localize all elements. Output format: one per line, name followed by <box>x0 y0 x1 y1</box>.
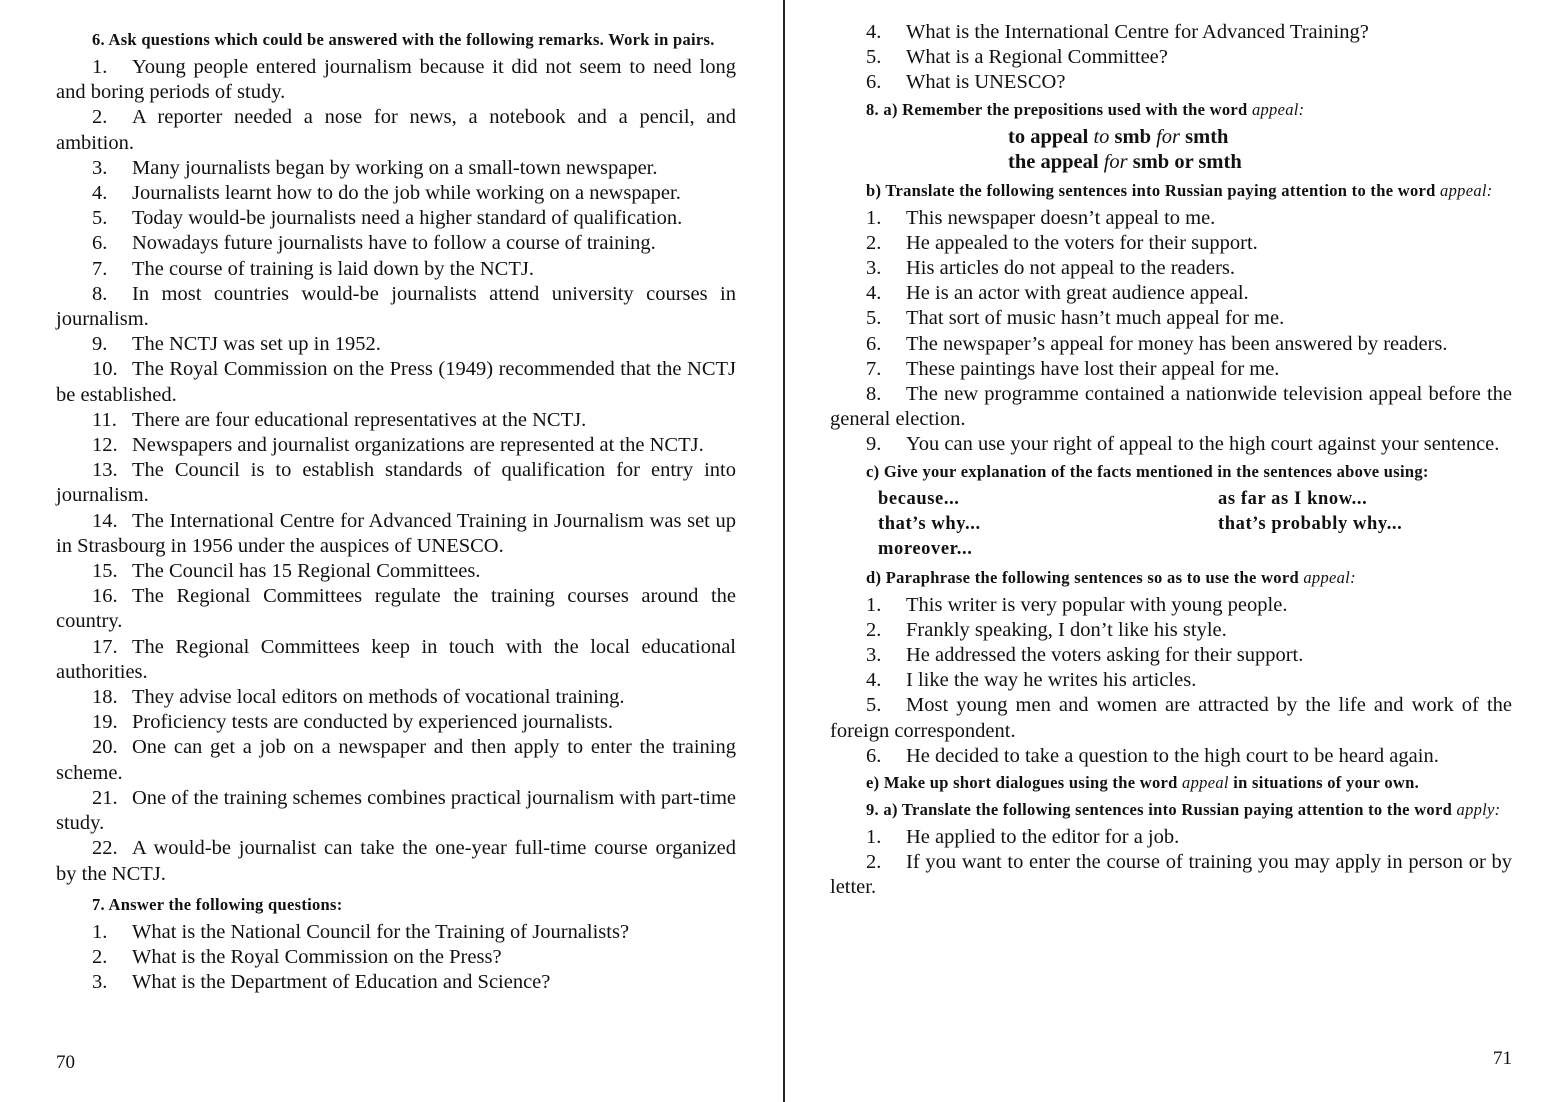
item-text: A reporter needed a nose for news, a notebook and a pencil, and ambition. <box>56 106 736 154</box>
item-text: The International Centre for Advanced Training in Journalism was set up in Strasbourg in 1956 under the auspices of UNESCO. <box>56 509 736 557</box>
list-item <box>830 45 1512 70</box>
item-number: 5. <box>92 207 108 230</box>
exercise-6-heading: 6. Ask questions which could be answered with the following remarks. Work in pairs. <box>92 30 715 49</box>
list-item <box>830 70 1512 95</box>
exercise-9a-heading <box>830 798 1512 822</box>
pattern-line-1 <box>1008 125 1512 150</box>
item-text: Proficiency tests are conducted by experienced journalists. <box>132 711 614 734</box>
item-text: One of the training schemes combines practical journalism with part-time study. <box>56 786 736 835</box>
item-text: The Regional Committees regulate the training courses around the country. <box>56 585 736 633</box>
phrase-thats-why: that’s why... <box>878 513 981 534</box>
item-number: 4. <box>866 669 882 692</box>
list-item <box>830 432 1512 457</box>
item-number: 7. <box>866 357 882 380</box>
exercise-8c-heading: c) Give your explanation of the facts mentioned in the sentences above using: <box>866 461 1429 481</box>
page-number-right: 71 <box>1493 1048 1512 1069</box>
pattern-2-part-c: smb or smth <box>1127 150 1242 173</box>
item-text: Journalists learnt how to do the job while working on a newspaper. <box>132 182 681 205</box>
item-number: 8. <box>92 282 108 305</box>
left-page-text <box>56 26 736 995</box>
exercise-8b-list <box>830 206 1512 458</box>
phrase-because: because... <box>878 488 960 509</box>
list-item <box>56 231 736 256</box>
item-number: 6. <box>866 744 882 767</box>
exercise-7-continued-list <box>830 20 1512 96</box>
list-item <box>56 584 736 634</box>
list-item <box>56 433 736 458</box>
item-number: 19. <box>92 711 118 734</box>
list-item <box>830 382 1512 432</box>
list-item <box>56 55 736 105</box>
item-number: 6. <box>92 232 108 255</box>
item-number: 20. <box>92 736 118 759</box>
exercise-8a-heading-text: 8. a) Remember the prepositions used with the word <box>866 99 1252 119</box>
right-page-text <box>830 20 1512 901</box>
phrase-moreover: moreover... <box>878 538 973 559</box>
exercise-8d-list <box>830 593 1512 769</box>
exercise-7-list <box>56 920 736 996</box>
item-number: 2. <box>866 618 882 641</box>
phrase-as-far-as-i-know: as far as I know... <box>1218 488 1368 509</box>
item-number: 6. <box>866 332 882 355</box>
exercise-8a-heading-word: appeal: <box>1251 99 1305 119</box>
item-text: This newspaper doesn’t appeal to me. <box>906 206 1216 229</box>
item-text: The Royal Commission on the Press (1949) recommended that the NCTJ be established. <box>56 358 736 406</box>
exercise-8d-heading-text: d) Paraphrase the following sentences so as to use the word <box>866 567 1304 587</box>
item-text: There are four educational representatives at the NCTJ. <box>132 408 587 431</box>
item-number: 9. <box>866 433 882 456</box>
item-text: One can get a job on a newspaper and then apply to enter the training scheme. <box>56 736 736 784</box>
item-text: He is an actor with great audience appeal. <box>906 282 1249 305</box>
list-item <box>56 735 736 785</box>
item-text: What is the Royal Commission on the Press? <box>132 945 502 968</box>
item-number: 11. <box>92 408 117 431</box>
item-text: That sort of music hasn’t much appeal for me. <box>906 307 1285 330</box>
item-text: Most young men and women are attracted by the life and work of the foreign correspondent. <box>830 694 1512 742</box>
pattern-2-part-a: the appeal <box>1008 150 1104 173</box>
list-item <box>830 693 1512 743</box>
item-number: 18. <box>92 686 118 709</box>
item-number: 1. <box>92 920 108 943</box>
book-spine-divider <box>783 0 785 1102</box>
item-text: He appealed to the voters for their support. <box>906 231 1258 254</box>
list-item <box>830 231 1512 256</box>
item-text: He addressed the voters asking for their support. <box>906 644 1304 667</box>
item-text: Nowadays future journalists have to follow a course of training. <box>132 232 656 255</box>
list-item <box>56 710 736 735</box>
item-number: 7. <box>92 257 108 280</box>
item-text: The Regional Committees keep in touch with the local educational authorities. <box>56 635 736 683</box>
item-number: 14. <box>92 509 118 532</box>
list-item <box>56 509 736 559</box>
item-text: This writer is very popular with young people. <box>906 593 1288 616</box>
item-text: What is the International Centre for Advanced Training? <box>906 21 1369 43</box>
item-number: 9. <box>92 333 108 356</box>
item-text: The course of training is laid down by the NCTJ. <box>132 257 534 280</box>
item-number: 10. <box>92 358 118 381</box>
item-text: The newspaper’s appeal for money has been answered by readers. <box>906 332 1448 355</box>
item-number: 3. <box>866 644 882 667</box>
item-number: 5. <box>866 307 882 330</box>
item-text: The NCTJ was set up in 1952. <box>132 333 381 356</box>
preposition-patterns <box>830 125 1512 175</box>
exercise-8e-heading-text: e) Make up short dialogues using the word <box>866 773 1183 793</box>
exercise-8b-heading-text: b) Translate the following sentences into Russian paying attention to the word <box>866 180 1441 200</box>
list-item <box>56 156 736 181</box>
item-number: 17. <box>92 635 118 658</box>
list-item <box>56 786 736 836</box>
phrase-thats-probably-why: that’s probably why... <box>1218 513 1403 534</box>
item-number: 1. <box>866 593 882 616</box>
item-number: 8. <box>866 383 882 406</box>
right-page <box>790 0 1558 1102</box>
page-number-left: 70 <box>56 1052 75 1073</box>
item-text: He decided to take a question to the high court to be heard again. <box>906 744 1439 767</box>
item-text: The new programme contained a nationwide television appeal before the general election. <box>830 383 1512 431</box>
item-number: 2. <box>866 231 882 254</box>
item-number: 2. <box>92 945 108 968</box>
list-item <box>830 20 1512 45</box>
list-item <box>830 643 1512 668</box>
item-number: 1. <box>866 206 882 229</box>
list-item <box>56 206 736 231</box>
list-item <box>830 668 1512 693</box>
list-item <box>830 618 1512 643</box>
item-number: 16. <box>92 585 118 608</box>
item-number: 3. <box>92 971 108 994</box>
list-item <box>56 970 736 995</box>
item-text: What is UNESCO? <box>906 71 1066 94</box>
list-item <box>830 281 1512 306</box>
list-item <box>830 593 1512 618</box>
pattern-1-part-b: to <box>1093 125 1110 148</box>
item-text: The Council has 15 Regional Committees. <box>132 560 481 583</box>
exercise-8b-heading-word: appeal: <box>1440 180 1493 200</box>
item-text: You can use your right of appeal to the high court against your sentence. <box>906 433 1500 456</box>
list-item <box>56 105 736 155</box>
pattern-1-part-e: smth <box>1180 125 1229 148</box>
item-number: 22. <box>92 837 118 860</box>
item-number: 3. <box>92 156 108 179</box>
list-item <box>56 836 736 886</box>
item-number: 2. <box>92 106 108 129</box>
list-item <box>56 635 736 685</box>
list-item <box>56 181 736 206</box>
list-item <box>56 332 736 357</box>
list-item <box>56 458 736 508</box>
item-number: 5. <box>866 694 882 717</box>
pattern-1-part-d: for <box>1156 125 1181 148</box>
item-number: 4. <box>92 182 108 205</box>
item-text: These paintings have lost their appeal for me. <box>906 357 1280 380</box>
list-item <box>56 559 736 584</box>
exercise-8e-heading <box>830 771 1512 795</box>
exercise-8b-heading <box>830 179 1512 203</box>
item-text: What is the National Council for the Training of Journalists? <box>132 920 630 943</box>
item-number: 1. <box>866 826 882 849</box>
item-text: The Council is to establish standards of qualification for entry into journalism. <box>56 459 736 507</box>
list-item <box>56 945 736 970</box>
item-text: He applied to the editor for a job. <box>906 826 1180 849</box>
pattern-1-part-c: smb <box>1109 125 1157 148</box>
item-number: 1. <box>92 56 108 78</box>
list-item <box>56 357 736 407</box>
item-number: 13. <box>92 459 118 482</box>
exercise-6-list <box>56 55 736 887</box>
item-number: 12. <box>92 434 118 457</box>
exercise-8a-heading <box>830 98 1512 122</box>
exercise-8d-heading <box>830 566 1512 590</box>
item-text: Newspapers and journalist organizations are represented at the NCTJ. <box>132 434 704 457</box>
exercise-9a-heading-word: apply: <box>1456 800 1501 820</box>
list-item <box>830 825 1512 850</box>
exercise-9a-heading-text: 9. a) Translate the following sentences into Russian paying attention to the word <box>866 800 1457 820</box>
item-text: His articles do not appeal to the readers. <box>906 257 1236 280</box>
item-number: 2. <box>866 851 882 874</box>
item-number: 21. <box>92 786 118 809</box>
list-item <box>56 282 736 332</box>
item-number: 4. <box>866 282 882 305</box>
item-number: 3. <box>866 257 882 280</box>
item-text: In most countries would-be journalists attend university courses in journalism. <box>56 282 736 331</box>
linking-phrases <box>830 487 1512 562</box>
list-item <box>830 206 1512 231</box>
item-number: 5. <box>866 46 882 69</box>
item-text: What is a Regional Committee? <box>906 46 1168 69</box>
list-item <box>56 408 736 433</box>
exercise-8d-heading-word: appeal: <box>1303 567 1356 587</box>
item-text: They advise local editors on methods of vocational training. <box>132 686 625 709</box>
list-item <box>830 256 1512 281</box>
item-text: Many journalists began by working on a small-town newspaper. <box>132 156 658 179</box>
item-text: What is the Department of Education and Science? <box>132 971 551 994</box>
item-number: 6. <box>866 71 882 94</box>
item-text: Frankly speaking, I don’t like his style. <box>906 618 1227 641</box>
list-item <box>830 332 1512 357</box>
list-item <box>56 685 736 710</box>
item-text: A would-be journalist can take the one-year full-time course organized by the NCTJ. <box>56 837 736 885</box>
list-item <box>830 306 1512 331</box>
exercise-7-heading: 7. Answer the following questions: <box>92 894 343 914</box>
item-text: If you want to enter the course of training you may apply in person or by letter. <box>830 851 1512 899</box>
item-number: 4. <box>866 21 882 43</box>
list-item <box>830 850 1512 900</box>
item-text: Today would-be journalists need a higher standard of qualification. <box>132 207 683 230</box>
item-text: Young people entered journalism because it did not seem to need long and boring periods of study. <box>56 56 736 104</box>
exercise-8e-heading-word: appeal <box>1182 773 1229 793</box>
list-item <box>56 920 736 945</box>
exercise-8e-heading-tail: in situations of your own. <box>1228 773 1420 793</box>
item-number: 15. <box>92 560 118 583</box>
list-item <box>56 257 736 282</box>
pattern-2-part-b: for <box>1103 150 1128 173</box>
pattern-1-part-a: to appeal <box>1008 125 1094 148</box>
pattern-line-2 <box>1008 150 1512 175</box>
list-item <box>830 744 1512 769</box>
list-item <box>830 357 1512 382</box>
item-text: I like the way he writes his articles. <box>906 669 1197 692</box>
exercise-9a-list <box>830 825 1512 901</box>
